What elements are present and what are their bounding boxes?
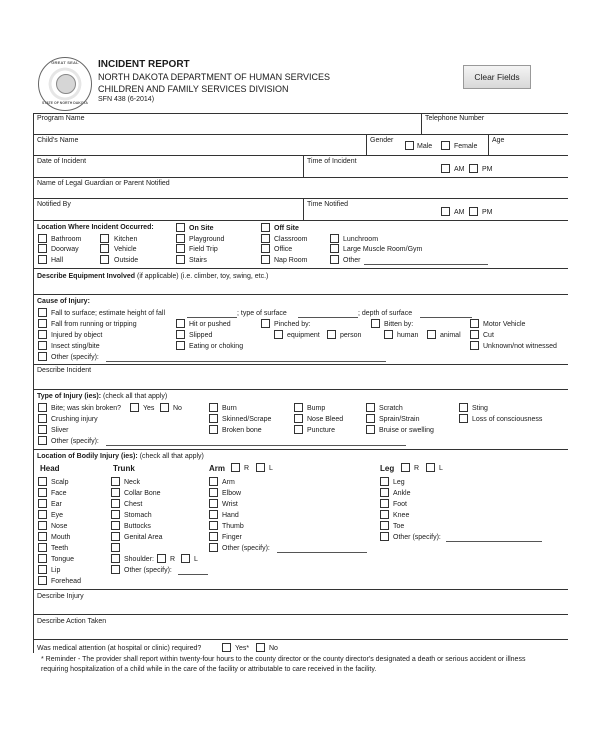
slipped-checkbox[interactable]: [176, 330, 185, 339]
motor-vehicle-label: Motor Vehicle: [483, 321, 526, 328]
date-of-incident-input[interactable]: [36, 165, 301, 176]
head-checkbox[interactable]: [38, 565, 47, 574]
head-checkbox[interactable]: [38, 532, 47, 541]
form-number: SFN 438 (6-2014): [98, 96, 155, 103]
equipment-label: [37, 272, 268, 281]
location-vehicle: Vehicle: [114, 246, 137, 253]
leg-leg: Leg: [393, 479, 405, 486]
cause-other-label: Other (specify):: [51, 354, 99, 361]
shoulder-left-label: L: [194, 556, 198, 563]
location-checkbox[interactable]: [261, 244, 270, 253]
arm-wrist: Wrist: [222, 501, 238, 508]
type-heading-row: [37, 392, 167, 401]
divider: [33, 113, 568, 114]
head-checkbox[interactable]: [38, 499, 47, 508]
fall-surface-label: Fall to surface; estimate height of fall: [51, 310, 165, 317]
divider: [33, 198, 568, 199]
leg-right-checkbox[interactable]: [401, 463, 410, 472]
arm-checkbox[interactable]: [209, 488, 218, 497]
describe-incident-input[interactable]: [36, 375, 566, 387]
head-lip: Lip: [51, 567, 61, 574]
incident-pm-checkbox[interactable]: [469, 164, 478, 173]
divider: [33, 220, 568, 221]
incident-am-checkbox[interactable]: [441, 164, 450, 173]
location-checkbox[interactable]: [38, 234, 47, 243]
describe-action-input[interactable]: [36, 626, 566, 637]
leg-checkbox[interactable]: [380, 488, 389, 497]
type-other-input[interactable]: [106, 445, 406, 446]
type-heading: Type of Injury (ies):: [37, 393, 102, 400]
medical-yes-label: Yes*: [235, 645, 250, 652]
equipment-hint: (if applicable) (i.e. climber, toy, swing, etc.): [136, 273, 269, 280]
puncture-checkbox[interactable]: [294, 425, 303, 434]
seal-top-text: GREAT SEAL: [51, 60, 79, 65]
skinned-label: Skinned/Scrape: [222, 416, 272, 423]
insect-label: Insect sting/bite: [51, 343, 100, 350]
pinched-checkbox[interactable]: [261, 319, 270, 328]
divider: [33, 364, 568, 365]
leg-checkbox[interactable]: [380, 521, 389, 530]
leg-other-checkbox[interactable]: [380, 532, 389, 541]
location-checkbox[interactable]: [330, 255, 339, 264]
trunk-checkbox[interactable]: [111, 521, 120, 530]
bite-no-checkbox[interactable]: [160, 403, 169, 412]
location-other: Other: [343, 257, 361, 264]
divider: [33, 294, 568, 295]
trunk-checkbox[interactable]: [111, 510, 120, 519]
trunk-heading: Trunk: [113, 464, 135, 473]
bite-label: Bite; was skin broken?: [51, 405, 122, 412]
cause-other-checkbox[interactable]: [38, 352, 47, 361]
depth-surface-label: ; depth of surface: [358, 310, 413, 317]
shoulder-label: Shoulder:: [124, 556, 154, 563]
leg-heading: Leg: [380, 464, 395, 473]
pinched-label: Pinched by:: [274, 321, 311, 328]
male-label: Male: [417, 143, 433, 150]
head-mouth: Mouth: [51, 534, 71, 541]
bite-yes-label: Yes: [143, 405, 155, 412]
head-checkbox[interactable]: [38, 521, 47, 530]
bruise-checkbox[interactable]: [366, 425, 375, 434]
arm-checkbox[interactable]: [209, 477, 218, 486]
consciousness-checkbox[interactable]: [459, 414, 468, 423]
divider: [33, 155, 568, 156]
bitten-label: Bitten by:: [384, 321, 414, 328]
age-label: Age: [492, 137, 505, 144]
trunk-neck: Neck: [124, 479, 140, 486]
body-location-heading-row: [37, 452, 204, 461]
leg-other-label: Other (specify):: [393, 534, 441, 541]
scratch-label: Scratch: [379, 405, 403, 412]
shoulder-right-checkbox[interactable]: [157, 554, 166, 563]
notified-pm-checkbox[interactable]: [469, 207, 478, 216]
location-office: Office: [274, 246, 293, 253]
head-checkbox[interactable]: [38, 488, 47, 497]
type-hint: (check all that apply): [103, 393, 168, 400]
arm-checkbox[interactable]: [209, 499, 218, 508]
trunk-checkbox[interactable]: [111, 532, 120, 541]
location-checkbox[interactable]: [330, 234, 339, 243]
sliver-label: Sliver: [51, 427, 69, 434]
motor-vehicle-checkbox[interactable]: [470, 319, 479, 328]
bitten-checkbox[interactable]: [371, 319, 380, 328]
pinched-equipment-label: equipment: [287, 332, 320, 339]
division-name: CHILDREN AND FAMILY SERVICES DIVISION: [98, 84, 289, 94]
pinched-person-checkbox[interactable]: [327, 330, 336, 339]
location-checkbox[interactable]: [176, 234, 185, 243]
leg-toe: Toe: [393, 523, 405, 530]
pinched-person-label: person: [340, 332, 362, 339]
trunk-stomach: Stomach: [124, 512, 152, 519]
arm-hand: Hand: [222, 512, 239, 519]
leg-ankle: Ankle: [393, 490, 411, 497]
head-checkbox[interactable]: [38, 576, 47, 585]
bite-yes-checkbox[interactable]: [130, 403, 139, 412]
shoulder-left-checkbox[interactable]: [181, 554, 190, 563]
location-lunchroom: Lunchroom: [343, 236, 379, 243]
crushing-label: Crushing injury: [51, 416, 98, 423]
eating-label: Eating or choking: [189, 343, 244, 350]
head-eye: Eye: [51, 512, 64, 519]
female-checkbox[interactable]: [441, 141, 450, 150]
notified-by-label: Notified By: [37, 201, 71, 208]
leg-checkbox[interactable]: [380, 510, 389, 519]
skinned-checkbox[interactable]: [209, 414, 218, 423]
cause-heading: Cause of Injury:: [37, 298, 90, 305]
location-checkbox[interactable]: [176, 255, 185, 264]
location-checkbox[interactable]: [100, 244, 109, 253]
location-hall: Hall: [51, 257, 64, 264]
head-heading: Head: [40, 464, 60, 473]
childs-name-input[interactable]: [36, 144, 364, 154]
divider: [303, 198, 304, 220]
arm-checkbox[interactable]: [209, 510, 218, 519]
injured-object-checkbox[interactable]: [38, 330, 47, 339]
head-checkbox[interactable]: [38, 554, 47, 563]
sting-checkbox[interactable]: [459, 403, 468, 412]
fall-running-checkbox[interactable]: [38, 319, 47, 328]
program-name-label: Program Name: [37, 115, 85, 122]
location-checkbox[interactable]: [38, 255, 47, 264]
guardian-label: Name of Legal Guardian or Parent Notified: [37, 180, 170, 187]
puncture-label: Puncture: [307, 427, 336, 434]
head-teeth: Teeth: [51, 545, 69, 552]
divider: [33, 639, 568, 640]
head-checkbox[interactable]: [38, 543, 47, 552]
medical-no-label: No: [269, 645, 278, 652]
trunk-checkbox[interactable]: [111, 499, 120, 508]
female-label: Female: [454, 143, 478, 150]
divider: [488, 134, 489, 155]
trunk-other-label: Other (specify):: [124, 567, 172, 574]
state-seal: [38, 57, 92, 111]
on-site-label: On Site: [189, 225, 214, 232]
notified-am-checkbox[interactable]: [441, 207, 450, 216]
trunk-checkbox[interactable]: [111, 488, 120, 497]
arm-other-label: Other (specify):: [222, 545, 270, 552]
location-classroom: Classroom: [274, 236, 308, 243]
type-other-label: Other (specify):: [51, 438, 99, 445]
page-title: INCIDENT REPORT: [98, 59, 190, 70]
trunk-buttocks: Buttocks: [124, 523, 151, 530]
trunk-collar-bone: Collar Bone: [124, 490, 161, 497]
location-bathroom: Bathroom: [51, 236, 82, 243]
location-nap-room: Nap Room: [274, 257, 308, 264]
leg-left-label: L: [439, 465, 443, 472]
describe-incident-label: Describe Incident: [37, 367, 92, 374]
eating-checkbox[interactable]: [176, 341, 185, 350]
bite-checkbox[interactable]: [38, 403, 47, 412]
male-checkbox[interactable]: [405, 141, 414, 150]
off-site-checkbox[interactable]: [261, 223, 270, 232]
head-ear: Ear: [51, 501, 62, 508]
location-stairs: Stairs: [189, 257, 207, 264]
head-face: Face: [51, 490, 67, 497]
body-location-hint: (check all that apply): [139, 453, 204, 460]
trunk-other-checkbox[interactable]: [111, 565, 120, 574]
arm-left-checkbox[interactable]: [256, 463, 265, 472]
insect-checkbox[interactable]: [38, 341, 47, 350]
trunk-chest: Chest: [124, 501, 143, 508]
arm-finger: Finger: [222, 534, 242, 541]
describe-injury-input[interactable]: [36, 601, 566, 612]
divider: [366, 134, 367, 155]
bump-label: Bump: [307, 405, 326, 412]
equipment-input[interactable]: [36, 281, 566, 291]
sprain-checkbox[interactable]: [366, 414, 375, 423]
cut-label: Cut: [483, 332, 494, 339]
divider: [33, 389, 568, 390]
bite-no-label: No: [173, 405, 182, 412]
head-nose: Nose: [51, 523, 68, 530]
describe-action-label: Describe Action Taken: [37, 618, 107, 625]
location-checkbox[interactable]: [261, 255, 270, 264]
location-outside: Outside: [114, 257, 139, 264]
fall-height-input[interactable]: [187, 317, 237, 318]
sting-label: Sting: [472, 405, 488, 412]
gender-label: Gender: [370, 137, 394, 144]
medical-question: Was medical attention (at hospital or clinic) required?: [37, 645, 202, 652]
bitten-animal-checkbox[interactable]: [427, 330, 436, 339]
arm-right-checkbox[interactable]: [231, 463, 240, 472]
leg-checkbox[interactable]: [380, 499, 389, 508]
bitten-animal-label: animal: [440, 332, 461, 339]
broken-bone-label: Broken bone: [222, 427, 262, 434]
sprain-label: Sprain/Strain: [379, 416, 420, 423]
arm-arm: Arm: [222, 479, 235, 486]
arm-other-input[interactable]: [277, 552, 367, 553]
location-field-trip: Field Trip: [189, 246, 218, 253]
describe-injury-label: Describe Injury: [37, 593, 84, 600]
arm-other-checkbox[interactable]: [209, 543, 218, 552]
scratch-checkbox[interactable]: [366, 403, 375, 412]
sliver-checkbox[interactable]: [38, 425, 47, 434]
childs-name-label: Child's Name: [37, 137, 79, 144]
unknown-label: Unknown/not witnessed: [483, 343, 557, 350]
trunk-genital-area: Genital Area: [124, 534, 163, 541]
leg-left-checkbox[interactable]: [426, 463, 435, 472]
head-tongue: Tongue: [51, 556, 74, 563]
head-forehead: Forehead: [51, 578, 81, 585]
bitten-human-label: human: [397, 332, 419, 339]
location-checkbox[interactable]: [100, 234, 109, 243]
medical-no-checkbox[interactable]: [256, 643, 265, 652]
location-other-input[interactable]: [364, 264, 488, 265]
depth-surface-input[interactable]: [420, 317, 472, 318]
department-name: NORTH DAKOTA DEPARTMENT OF HUMAN SERVICES: [98, 72, 331, 82]
location-checkbox[interactable]: [261, 234, 270, 243]
location-checkbox[interactable]: [330, 244, 339, 253]
location-checkbox[interactable]: [176, 244, 185, 253]
clear-fields-button[interactable]: Clear Fields: [463, 65, 531, 89]
divider: [33, 268, 568, 269]
time-notified-label: Time Notified: [307, 201, 348, 208]
burn-checkbox[interactable]: [209, 403, 218, 412]
left-border: [33, 113, 34, 653]
seal-bottom-text: STATE OF NORTH DAKOTA: [42, 101, 88, 105]
arm-checkbox[interactable]: [209, 532, 218, 541]
shoulder-checkbox[interactable]: [111, 554, 120, 563]
equipment-heading: Describe Equipment Involved: [37, 273, 136, 280]
location-heading: Location Where Incident Occurred:: [37, 224, 154, 231]
type-surface-label: ; type of surface: [237, 310, 287, 317]
cause-other-input[interactable]: [106, 361, 386, 362]
divider: [33, 449, 568, 450]
consciousness-label: Loss of consciousness: [472, 416, 543, 423]
reminder-line-2: requiring hospitalization of a child while in the care of the facility or attributable to care received in the facility.: [41, 666, 377, 673]
bruise-label: Bruise or swelling: [379, 427, 434, 434]
location-gym: Large Muscle Room/Gym: [343, 246, 423, 253]
on-site-checkbox[interactable]: [176, 223, 185, 232]
head-checkbox[interactable]: [38, 477, 47, 486]
off-site-label: Off Site: [274, 225, 299, 232]
trunk-other-input[interactable]: [178, 574, 208, 575]
medical-yes-checkbox[interactable]: [222, 643, 231, 652]
hit-pushed-label: Hit or pushed: [189, 321, 231, 328]
program-name-input[interactable]: [36, 122, 419, 133]
trunk-checkbox[interactable]: [111, 543, 120, 552]
fall-running-label: Fall from running or tripping: [51, 321, 137, 328]
location-checkbox[interactable]: [38, 244, 47, 253]
pm-label: PM: [482, 209, 493, 216]
telephone-label: Telephone Number: [425, 115, 485, 122]
leg-other-input[interactable]: [446, 541, 542, 542]
slipped-label: Slipped: [189, 332, 213, 339]
am-label: AM: [454, 166, 465, 173]
divider: [33, 614, 568, 615]
leg-knee: Knee: [393, 512, 410, 519]
type-surface-input[interactable]: [298, 317, 358, 318]
date-of-incident-label: Date of Incident: [37, 158, 87, 165]
location-doorway: Doorway: [51, 246, 79, 253]
leg-right-label: R: [414, 465, 420, 472]
arm-heading: Arm: [209, 464, 226, 473]
bitten-human-checkbox[interactable]: [384, 330, 393, 339]
notified-by-input[interactable]: [36, 208, 301, 219]
reminder-line-1: * Reminder - The provider shall report within twenty-four hours to the county director or the county director's designated a death or serious accident or illness: [41, 656, 526, 663]
guardian-input[interactable]: [36, 187, 566, 197]
divider: [421, 113, 422, 134]
telephone-input[interactable]: [424, 122, 566, 133]
divider: [33, 589, 568, 590]
hit-pushed-checkbox[interactable]: [176, 319, 185, 328]
nose-bleed-label: Nose Bleed: [307, 416, 344, 423]
location-playground: Playground: [189, 236, 225, 243]
arm-right-label: R: [244, 465, 250, 472]
leg-foot: Foot: [393, 501, 408, 508]
divider: [303, 155, 304, 177]
unknown-checkbox[interactable]: [470, 341, 479, 350]
broken-bone-checkbox[interactable]: [209, 425, 218, 434]
head-checkbox[interactable]: [38, 510, 47, 519]
seal-emblem-icon: [56, 74, 76, 94]
am-label: AM: [454, 209, 465, 216]
shoulder-right-label: R: [170, 556, 176, 563]
nose-bleed-checkbox[interactable]: [294, 414, 303, 423]
trunk-checkbox[interactable]: [111, 477, 120, 486]
arm-elbow: Elbow: [222, 490, 242, 497]
arm-left-label: L: [269, 465, 273, 472]
divider: [33, 177, 568, 178]
body-location-heading: Location of Bodily Injury (ies):: [37, 453, 138, 460]
location-kitchen: Kitchen: [114, 236, 138, 243]
pm-label: PM: [482, 166, 493, 173]
location-checkbox[interactable]: [100, 255, 109, 264]
bump-checkbox[interactable]: [294, 403, 303, 412]
cut-checkbox[interactable]: [470, 330, 479, 339]
pinched-equipment-checkbox[interactable]: [274, 330, 283, 339]
head-scalp: Scalp: [51, 479, 69, 486]
time-of-incident-label: Time of Incident: [307, 158, 357, 165]
injured-object-label: Injured by object: [51, 332, 103, 339]
arm-thumb: Thumb: [222, 523, 244, 530]
arm-checkbox[interactable]: [209, 521, 218, 530]
crushing-checkbox[interactable]: [38, 414, 47, 423]
leg-checkbox[interactable]: [380, 477, 389, 486]
type-other-checkbox[interactable]: [38, 436, 47, 445]
burn-label: Burn: [222, 405, 237, 412]
fall-surface-checkbox[interactable]: [38, 308, 47, 317]
